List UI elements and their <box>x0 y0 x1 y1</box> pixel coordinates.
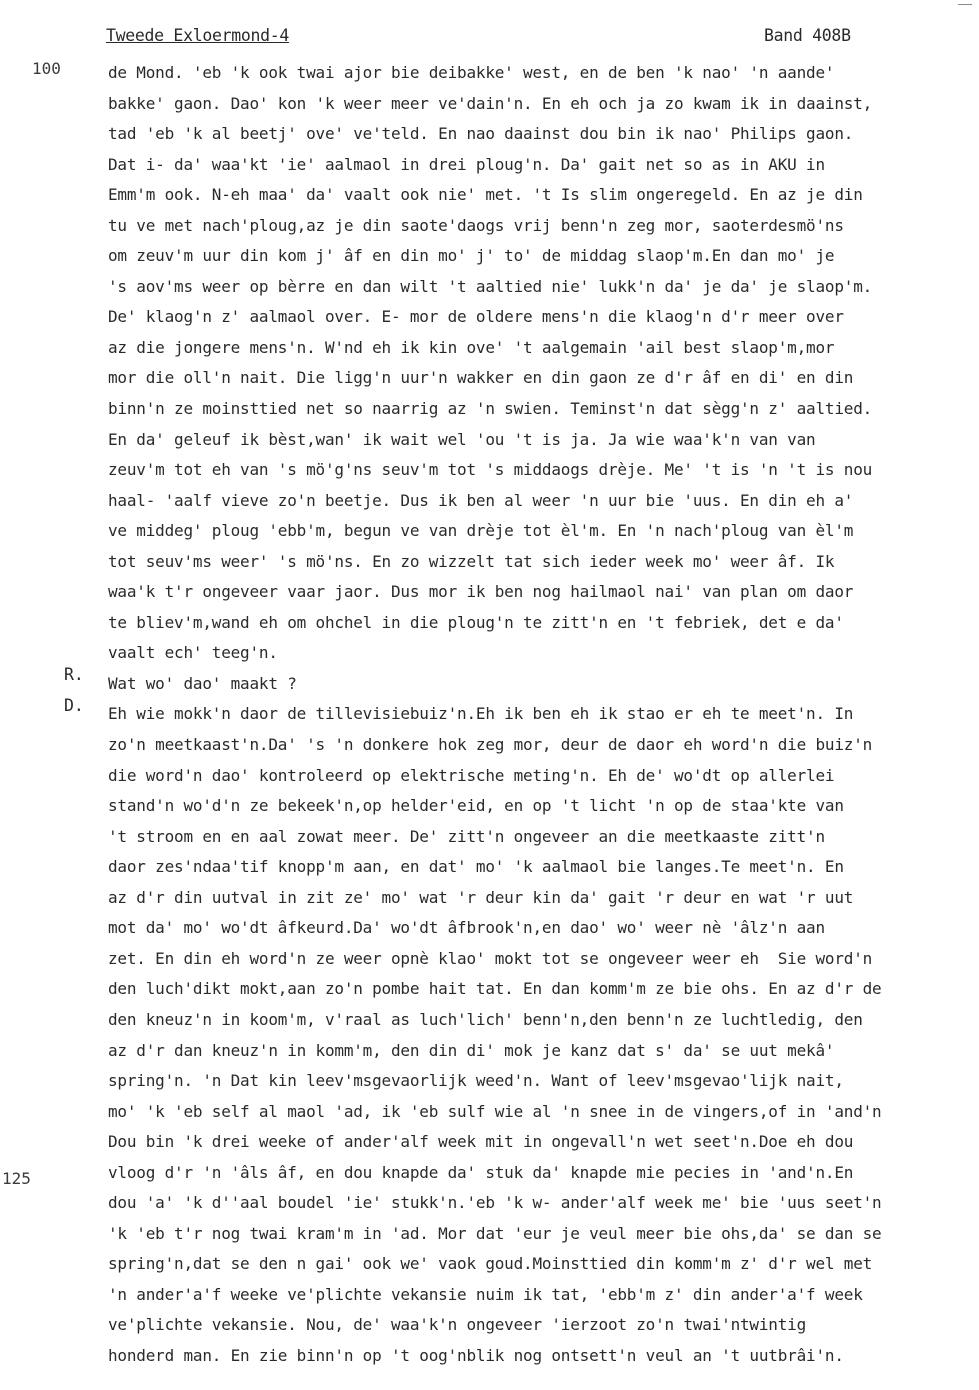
text-line: Dou bin 'k drei weeke of ander'alf week mit in ongevall'n wet seet'n.Doe eh dou <box>108 1132 854 1152</box>
speaker-d: D. <box>64 696 84 715</box>
text-line: die word'n dao' kontroleerd op elektrische meting'n. Eh de' wo'dt op allerlei <box>108 765 835 785</box>
text-line: spring'n. 'n Dat kin leev'msgevaorlijk weed'n. Want of leev'msgevao'lijk nait, <box>108 1071 844 1091</box>
text-line: te bliev'm,wand eh om ohchel in die ploug'n te zitt'n en 't febriek, det e da' <box>108 612 844 632</box>
text-line: tad 'eb 'k al beetj' ove' ve'teld. En nao daainst dou bin ik nao' Philips gaon. <box>108 124 854 144</box>
text-line: bakke' gaon. Dao' kon 'k weer meer ve'dain'n. En eh och ja zo kwam ik in daainst, <box>108 93 873 113</box>
text-line: om zeuv'm uur din kom j' âf en din mo' j' to' de middag slaop'm.En dan mo' je <box>108 246 835 266</box>
text-line: haal- 'aalf vieve zo'n beetje. Dus ik ben al weer 'n uur bie 'uus. En din eh a' <box>108 490 854 510</box>
text-line: ve'plichte vekansie. Nou, de' waa'k'n ongeveer 'ierzoot zo'n twai'ntwintig <box>108 1315 807 1335</box>
text-line: waa'k t'r ongeveer vaar jaor. Dus mor ik ben nog hailmaol nai' van plan om daor <box>108 582 854 602</box>
text-line: az d'r din uutval in zit ze' mo' wat 'r deur kin da' gait 'r deur en wat 'r uut <box>108 887 854 907</box>
text-line: zeuv'm tot eh van 's mö'g'ns seuv'm tot 's middaogs drèje. Me' 't is 'n 't is nou <box>108 460 873 480</box>
text-line: az die jongere mens'n. W'nd eh ik kin ove' 't aalgemain 'ail best slaop'm,mor <box>108 337 835 357</box>
text-line: zo'n meetkaast'n.Da' 's 'n donkere hok zeg mor, deur de daor eh word'n die buiz'n <box>108 735 873 755</box>
text-line: De' klaog'n z' aalmaol over. E- mor de oldere mens'n die klaog'n d'r meer over <box>108 307 844 327</box>
text-line: dou 'a' 'k d''aal boudel 'ie' stukk'n.'eb 'k w- ander'alf week me' bie 'uus seet'n <box>108 1193 882 1213</box>
text-line: de Mond. 'eb 'k ook twai ajor bie deibakke' west, en de ben 'k nao' 'n aande' <box>108 63 835 82</box>
text-line: 'n ander'a'f weeke ve'plichte vekansie nuim ik tat, 'ebb'm z' din ander'a'f week <box>108 1284 863 1304</box>
text-line: mo' 'k 'eb self al maol 'ad, ik 'eb sulf wie al 'n snee in de vingers,of in 'and'n <box>108 1101 882 1121</box>
text-line: Wat wo' dao' maakt ? <box>108 673 297 693</box>
text-line: stand'n wo'd'n ze bekeek'n,op helder'eid, en op 't licht 'n op de staa'kte van <box>108 796 844 816</box>
text-line: daor zes'ndaa'tif knopp'm aan, en dat' mo' 'k aalmaol bie langes.Te meet'n. En <box>108 857 844 877</box>
text-line: 's aov'ms weer op bèrre en dan wilt 't aaltied nie' lukk'n da' je da' je slaop'm. <box>108 276 873 296</box>
text-line: az d'r dan kneuz'n in komm'm, den din di' mok je kanz dat s' da' se uut mekâ' <box>108 1040 835 1060</box>
text-line: tu ve met nach'ploug,az je din saote'daogs vrij benn'n zeg mor, saoterdesmö'ns <box>108 215 844 235</box>
text-line: vaalt ech' teeg'n. <box>108 643 278 663</box>
text-line: tot seuv'ms weer' 's mö'ns. En zo wizzelt tat sich ieder week mo' weer âf. Ik <box>108 551 835 571</box>
text-line: zet. En din eh word'n ze weer opnè klao' mokt tot se ongeveer weer eh Sie word'n <box>108 948 873 968</box>
text-line: binn'n ze moinsttied net so naarrig az 'n swien. Teminst'n dat sègg'n z' aaltied. <box>108 399 873 419</box>
document-title: Tweede Exloermond-4 <box>106 26 290 45</box>
text-line: den luch'dikt mokt,aan zo'n pombe hait tat. En dan komm'm ze bie ohs. En az d'r de <box>108 979 882 999</box>
text-line: honderd man. En zie binn'n op 't oog'nblik nog ontsett'n veul an 't uutbrâi'n. <box>108 1345 844 1365</box>
text-line: Dat i- da' waa'kt 'ie' aalmaol in drei ploug'n. Da' gait net so as in AKU in <box>108 154 825 174</box>
line-number-125: 125 <box>2 1169 31 1188</box>
page-edge-mark <box>958 4 972 5</box>
line-number-100: 100 <box>32 59 61 78</box>
text-line: den kneuz'n in koom'm, v'raal as luch'lich' benn'n,den benn'n ze luchtledig, den <box>108 1009 863 1029</box>
speaker-r: R. <box>64 665 84 684</box>
text-line: 't stroom en en aal zowat meer. De' zitt'n ongeveer an die meetkaaste zitt'n <box>108 826 825 846</box>
text-line: mor die oll'n nait. Die ligg'n uur'n wakker en din gaon ze d'r âf en di' en din <box>108 368 854 388</box>
text-line: ve middeg' ploug 'ebb'm, begun ve van drèje tot èl'm. En 'n nach'ploug van èl'm <box>108 521 854 541</box>
band-label: Band 408B <box>764 26 851 45</box>
text-line: En da' geleuf ik bèst,wan' ik wait wel 'ou 't is ja. Ja wie waa'k'n van van <box>108 429 816 449</box>
text-line: spring'n,dat se den n gai' ook we' vaok goud.Moinsttied din komm'm z' d'r wel met <box>108 1254 873 1274</box>
text-line: Emm'm ook. N-eh maa' da' vaalt ook nie' met. 't Is slim ongeregeld. En az je din <box>108 185 863 205</box>
text-line: vloog d'r 'n 'âls âf, en dou knapde da' stuk da' knapde mie pecies in 'and'n.En <box>108 1162 854 1182</box>
text-line: mot da' mo' wo'dt âfkeurd.Da' wo'dt âfbrook'n,en dao' wo' weer nè 'âlz'n aan <box>108 918 825 938</box>
text-line: 'k 'eb t'r nog twai kram'm in 'ad. Mor dat 'eur je veul meer bie ohs,da' se dan se <box>108 1223 882 1243</box>
transcript-text <box>108 58 976 1372</box>
text-line: Eh wie mokk'n daor de tillevisiebuiz'n.Eh ik ben eh ik stao er eh te meet'n. In <box>108 704 854 724</box>
